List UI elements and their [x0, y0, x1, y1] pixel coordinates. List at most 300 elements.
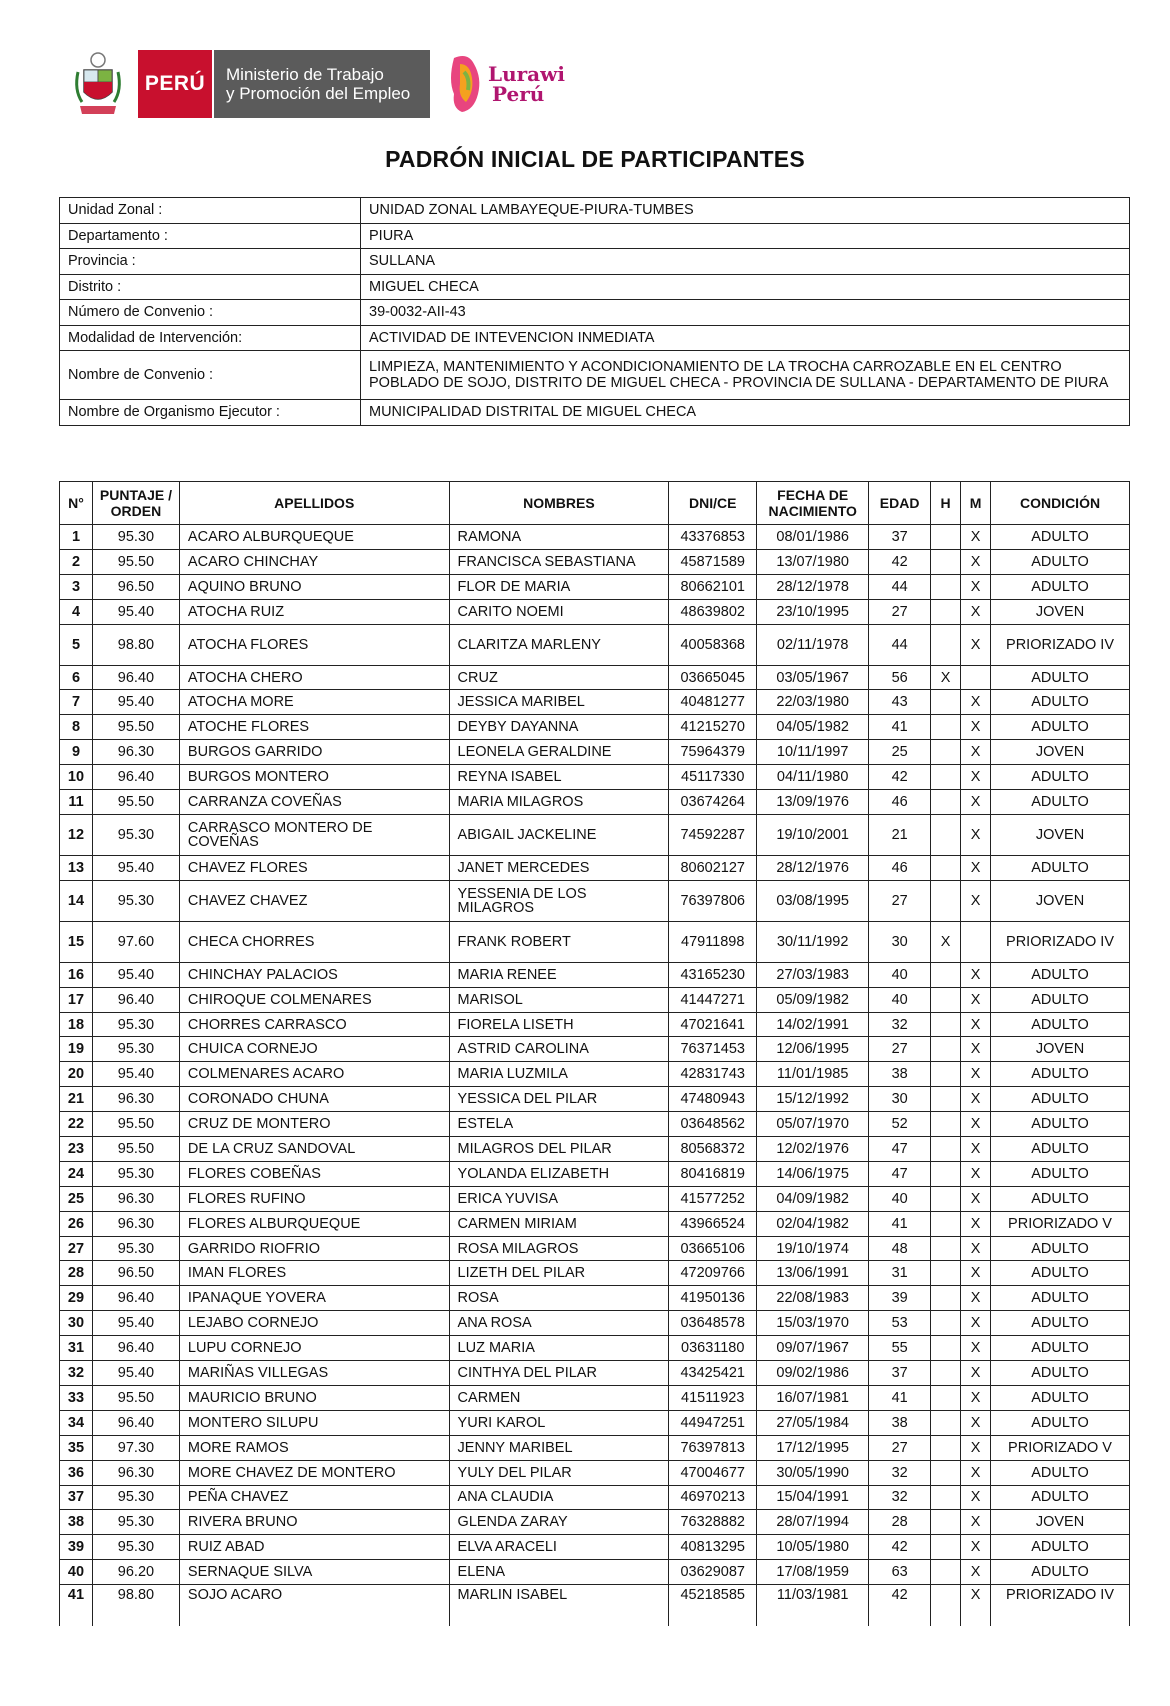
cell-female: X — [961, 1560, 991, 1585]
cell-male — [931, 814, 961, 855]
header-logos — [70, 48, 565, 120]
cell-female: X — [961, 1012, 991, 1037]
info-value: 39-0032-AII-43 — [361, 300, 1130, 326]
cell-score: 96.50 — [92, 574, 179, 599]
cell-surnames: ATOCHA CHERO — [179, 665, 449, 690]
info-value: SULLANA — [361, 249, 1130, 275]
info-value: MIGUEL CHECA — [361, 274, 1130, 300]
cell-surnames: MONTERO SILUPU — [179, 1410, 449, 1435]
cell-condition: ADULTO — [991, 715, 1130, 740]
table-row — [60, 987, 1130, 1012]
cell-condition: ADULTO — [991, 574, 1130, 599]
table-row — [60, 665, 1130, 690]
cell-score: 95.30 — [92, 814, 179, 855]
cell-male — [931, 690, 961, 715]
cell-names: YOLANDA ELIZABETH — [449, 1161, 669, 1186]
cell-condition: ADULTO — [991, 1535, 1130, 1560]
cell-age: 41 — [869, 1385, 931, 1410]
cell-male — [931, 1460, 961, 1485]
cell-dni: 47480943 — [669, 1087, 757, 1112]
cell-surnames: RIVERA BRUNO — [179, 1510, 449, 1535]
cell-surnames: FLORES COBEÑAS — [179, 1161, 449, 1186]
cell-female — [961, 665, 991, 690]
cell-birthdate: 15/03/1970 — [757, 1311, 869, 1336]
info-row — [60, 325, 1130, 351]
cell-surnames: GARRIDO RIOFRIO — [179, 1236, 449, 1261]
cell-names: FLOR DE MARIA — [449, 574, 669, 599]
table-row — [60, 715, 1130, 740]
cell-dni: 41447271 — [669, 987, 757, 1012]
cell-names: ASTRID CAROLINA — [449, 1037, 669, 1062]
cell-num: 27 — [60, 1236, 93, 1261]
cell-names: ANA ROSA — [449, 1311, 669, 1336]
cell-birthdate: 10/11/1997 — [757, 740, 869, 765]
table-row — [60, 814, 1130, 855]
table-row — [60, 1535, 1130, 1560]
cell-surnames: CARRANZA COVEÑAS — [179, 790, 449, 815]
cell-surnames: CRUZ DE MONTERO — [179, 1112, 449, 1137]
cell-birthdate: 12/06/1995 — [757, 1037, 869, 1062]
cell-birthdate: 09/02/1986 — [757, 1361, 869, 1386]
cell-age: 21 — [869, 814, 931, 855]
cell-female: X — [961, 715, 991, 740]
cell-names: JENNY MARIBEL — [449, 1435, 669, 1460]
cell-dni: 80568372 — [669, 1137, 757, 1162]
cell-score: 96.30 — [92, 740, 179, 765]
info-value: ACTIVIDAD DE INTEVENCION INMEDIATA — [361, 325, 1130, 351]
cell-female: X — [961, 1585, 991, 1627]
cell-score: 95.40 — [92, 599, 179, 624]
cell-birthdate: 10/05/1980 — [757, 1535, 869, 1560]
cell-names: FIORELA LISETH — [449, 1012, 669, 1037]
cell-age: 42 — [869, 765, 931, 790]
table-row — [60, 525, 1130, 550]
cell-dni: 40813295 — [669, 1535, 757, 1560]
cell-num: 39 — [60, 1535, 93, 1560]
cell-age: 63 — [869, 1560, 931, 1585]
cell-condition: JOVEN — [991, 880, 1130, 921]
cell-num: 14 — [60, 880, 93, 921]
cell-score: 95.50 — [92, 715, 179, 740]
cell-names: ELENA — [449, 1560, 669, 1585]
cell-score: 95.30 — [92, 1236, 179, 1261]
cell-birthdate: 19/10/2001 — [757, 814, 869, 855]
cell-num: 28 — [60, 1261, 93, 1286]
cell-num: 13 — [60, 855, 93, 880]
cell-num: 36 — [60, 1460, 93, 1485]
cell-birthdate: 04/09/1982 — [757, 1186, 869, 1211]
cell-score: 95.50 — [92, 1112, 179, 1137]
cell-dni: 75964379 — [669, 740, 757, 765]
cell-dni: 46970213 — [669, 1485, 757, 1510]
info-row — [60, 274, 1130, 300]
info-label: Departamento : — [60, 223, 361, 249]
cell-female: X — [961, 1410, 991, 1435]
info-label: Provincia : — [60, 249, 361, 275]
info-row — [60, 198, 1130, 224]
cell-male — [931, 1137, 961, 1162]
cell-male — [931, 574, 961, 599]
cell-names: REYNA ISABEL — [449, 765, 669, 790]
cell-condition: JOVEN — [991, 740, 1130, 765]
cell-male — [931, 549, 961, 574]
cell-age: 39 — [869, 1286, 931, 1311]
cell-surnames: MORE CHAVEZ DE MONTERO — [179, 1460, 449, 1485]
cell-male — [931, 1286, 961, 1311]
cell-num: 11 — [60, 790, 93, 815]
ministry-line-1: Ministerio de Trabajo — [226, 65, 384, 84]
cell-birthdate: 05/07/1970 — [757, 1112, 869, 1137]
lurawi-line-1: Lurawi — [488, 62, 565, 86]
cell-num: 9 — [60, 740, 93, 765]
cell-female: X — [961, 1161, 991, 1186]
cell-male — [931, 624, 961, 665]
table-row — [60, 1585, 1130, 1627]
cell-score: 97.30 — [92, 1435, 179, 1460]
cell-dni: 43376853 — [669, 525, 757, 550]
cell-num: 37 — [60, 1485, 93, 1510]
cell-score: 95.30 — [92, 1037, 179, 1062]
cell-condition: PRIORIZADO IV — [991, 921, 1130, 962]
table-row — [60, 1012, 1130, 1037]
column-header-female: M — [961, 482, 991, 525]
cell-male — [931, 1186, 961, 1211]
cell-age: 38 — [869, 1062, 931, 1087]
cell-female: X — [961, 1311, 991, 1336]
cell-dni: 45117330 — [669, 765, 757, 790]
cell-names: DEYBY DAYANNA — [449, 715, 669, 740]
cell-female: X — [961, 1236, 991, 1261]
cell-surnames: ATOCHE FLORES — [179, 715, 449, 740]
agreement-info-table — [59, 197, 1130, 426]
cell-names: CARMEN MIRIAM — [449, 1211, 669, 1236]
cell-female: X — [961, 1261, 991, 1286]
table-row — [60, 921, 1130, 962]
cell-female: X — [961, 1336, 991, 1361]
cell-female: X — [961, 1087, 991, 1112]
table-row — [60, 1087, 1130, 1112]
table-row — [60, 1336, 1130, 1361]
cell-birthdate: 22/03/1980 — [757, 690, 869, 715]
cell-birthdate: 11/01/1985 — [757, 1062, 869, 1087]
cell-age: 46 — [869, 855, 931, 880]
cell-names: FRANCISCA SEBASTIANA — [449, 549, 669, 574]
cell-condition: ADULTO — [991, 1087, 1130, 1112]
cell-male — [931, 1236, 961, 1261]
cell-condition: PRIORIZADO IV — [991, 1585, 1130, 1627]
cell-female: X — [961, 790, 991, 815]
cell-male — [931, 525, 961, 550]
info-row — [60, 400, 1130, 426]
cell-age: 32 — [869, 1012, 931, 1037]
cell-condition: ADULTO — [991, 1560, 1130, 1585]
lurawi-line-2: Perú — [492, 82, 545, 106]
cell-num: 22 — [60, 1112, 93, 1137]
cell-dni: 43966524 — [669, 1211, 757, 1236]
lurawi-text — [488, 64, 565, 104]
cell-surnames: IMAN FLORES — [179, 1261, 449, 1286]
cell-age: 47 — [869, 1161, 931, 1186]
cell-age: 27 — [869, 880, 931, 921]
cell-male — [931, 855, 961, 880]
cell-score: 95.30 — [92, 525, 179, 550]
cell-names: ESTELA — [449, 1112, 669, 1137]
cell-female: X — [961, 525, 991, 550]
cell-age: 27 — [869, 1435, 931, 1460]
lurawi-logo — [444, 50, 565, 118]
cell-num: 25 — [60, 1186, 93, 1211]
cell-birthdate: 03/05/1967 — [757, 665, 869, 690]
peru-label: PERÚ — [144, 72, 206, 95]
table-row — [60, 1361, 1130, 1386]
cell-score: 95.30 — [92, 1012, 179, 1037]
table-row — [60, 1112, 1130, 1137]
cell-score: 95.30 — [92, 880, 179, 921]
cell-age: 46 — [869, 790, 931, 815]
info-label: Nombre de Convenio : — [60, 351, 361, 400]
column-header-num: N° — [60, 482, 93, 525]
table-row — [60, 1261, 1130, 1286]
cell-male: X — [931, 665, 961, 690]
cell-age: 47 — [869, 1137, 931, 1162]
cell-condition: JOVEN — [991, 599, 1130, 624]
table-row — [60, 1385, 1130, 1410]
cell-dni: 76371453 — [669, 1037, 757, 1062]
info-label: Número de Convenio : — [60, 300, 361, 326]
cell-num: 2 — [60, 549, 93, 574]
cell-male — [931, 1336, 961, 1361]
cell-names: GLENDA ZARAY — [449, 1510, 669, 1535]
cell-male — [931, 1112, 961, 1137]
cell-birthdate: 04/11/1980 — [757, 765, 869, 790]
table-row — [60, 1211, 1130, 1236]
cell-female: X — [961, 1186, 991, 1211]
table-row — [60, 962, 1130, 987]
cell-male — [931, 1311, 961, 1336]
cell-age: 41 — [869, 1211, 931, 1236]
table-row — [60, 1062, 1130, 1087]
cell-score: 96.30 — [92, 1211, 179, 1236]
cell-score: 96.40 — [92, 987, 179, 1012]
cell-num: 10 — [60, 765, 93, 790]
cell-score: 95.30 — [92, 1161, 179, 1186]
info-value: PIURA — [361, 223, 1130, 249]
cell-num: 31 — [60, 1336, 93, 1361]
cell-names: MARIA MILAGROS — [449, 790, 669, 815]
cell-age: 41 — [869, 715, 931, 740]
column-header-condition: CONDICIÓN — [991, 482, 1130, 525]
cell-age: 25 — [869, 740, 931, 765]
cell-age: 42 — [869, 1585, 931, 1627]
lurawi-map-icon — [444, 50, 486, 118]
cell-score: 96.40 — [92, 665, 179, 690]
cell-birthdate: 08/01/1986 — [757, 525, 869, 550]
cell-names: ANA CLAUDIA — [449, 1485, 669, 1510]
cell-surnames: MAURICIO BRUNO — [179, 1385, 449, 1410]
cell-condition: ADULTO — [991, 1311, 1130, 1336]
cell-names: CARMEN — [449, 1385, 669, 1410]
cell-condition: ADULTO — [991, 549, 1130, 574]
cell-surnames: IPANAQUE YOVERA — [179, 1286, 449, 1311]
cell-score: 95.30 — [92, 1535, 179, 1560]
cell-age: 40 — [869, 962, 931, 987]
cell-dni: 80662101 — [669, 574, 757, 599]
cell-condition: ADULTO — [991, 987, 1130, 1012]
column-header-birthdate: FECHA DE NACIMIENTO — [757, 482, 869, 525]
cell-female: X — [961, 1037, 991, 1062]
cell-names: LEONELA GERALDINE — [449, 740, 669, 765]
column-header-score: PUNTAJE / ORDEN — [92, 482, 179, 525]
cell-surnames: CHAVEZ CHAVEZ — [179, 880, 449, 921]
table-row — [60, 690, 1130, 715]
cell-male — [931, 1435, 961, 1460]
info-label: Modalidad de Intervención: — [60, 325, 361, 351]
cell-score: 95.50 — [92, 790, 179, 815]
cell-female: X — [961, 1112, 991, 1137]
cell-num: 1 — [60, 525, 93, 550]
cell-female — [961, 921, 991, 962]
cell-male — [931, 1585, 961, 1627]
cell-score: 95.30 — [92, 1510, 179, 1535]
cell-names: JESSICA MARIBEL — [449, 690, 669, 715]
cell-male — [931, 1012, 961, 1037]
cell-birthdate: 02/04/1982 — [757, 1211, 869, 1236]
cell-score: 95.50 — [92, 549, 179, 574]
cell-birthdate: 28/12/1976 — [757, 855, 869, 880]
cell-male — [931, 790, 961, 815]
cell-score: 97.60 — [92, 921, 179, 962]
info-row — [60, 351, 1130, 400]
cell-score: 96.50 — [92, 1261, 179, 1286]
cell-age: 37 — [869, 525, 931, 550]
cell-surnames: ATOCHA FLORES — [179, 624, 449, 665]
cell-condition: ADULTO — [991, 665, 1130, 690]
cell-female: X — [961, 765, 991, 790]
column-header-names: NOMBRES — [449, 482, 669, 525]
cell-age: 40 — [869, 1186, 931, 1211]
cell-female: X — [961, 1211, 991, 1236]
table-row — [60, 1460, 1130, 1485]
cell-female: X — [961, 880, 991, 921]
table-row — [60, 855, 1130, 880]
column-header-surnames: APELLIDOS — [179, 482, 449, 525]
cell-age: 48 — [869, 1236, 931, 1261]
cell-age: 52 — [869, 1112, 931, 1137]
cell-condition: ADULTO — [991, 690, 1130, 715]
cell-birthdate: 30/11/1992 — [757, 921, 869, 962]
cell-num: 40 — [60, 1560, 93, 1585]
cell-birthdate: 13/07/1980 — [757, 549, 869, 574]
cell-names: ABIGAIL JACKELINE — [449, 814, 669, 855]
table-row — [60, 1286, 1130, 1311]
cell-condition: ADULTO — [991, 1261, 1130, 1286]
cell-names: CINTHYA DEL PILAR — [449, 1361, 669, 1386]
cell-age: 32 — [869, 1485, 931, 1510]
cell-female: X — [961, 1361, 991, 1386]
cell-age: 43 — [869, 690, 931, 715]
cell-dni: 44947251 — [669, 1410, 757, 1435]
cell-male — [931, 1211, 961, 1236]
table-row — [60, 1311, 1130, 1336]
cell-male — [931, 1510, 961, 1535]
cell-age: 42 — [869, 549, 931, 574]
cell-female: X — [961, 855, 991, 880]
cell-num: 41 — [60, 1585, 93, 1627]
cell-dni: 41511923 — [669, 1385, 757, 1410]
cell-dni: 03631180 — [669, 1336, 757, 1361]
cell-names: MILAGROS DEL PILAR — [449, 1137, 669, 1162]
cell-male — [931, 880, 961, 921]
cell-birthdate: 27/03/1983 — [757, 962, 869, 987]
cell-names: LUZ MARIA — [449, 1336, 669, 1361]
cell-female: X — [961, 624, 991, 665]
cell-birthdate: 13/06/1991 — [757, 1261, 869, 1286]
cell-dni: 43165230 — [669, 962, 757, 987]
cell-birthdate: 17/08/1959 — [757, 1560, 869, 1585]
cell-names: MARISOL — [449, 987, 669, 1012]
column-header-male: H — [931, 482, 961, 525]
cell-female: X — [961, 1460, 991, 1485]
cell-names: MARIA LUZMILA — [449, 1062, 669, 1087]
cell-condition: ADULTO — [991, 855, 1130, 880]
cell-names: YULY DEL PILAR — [449, 1460, 669, 1485]
cell-female: X — [961, 1510, 991, 1535]
table-row — [60, 1510, 1130, 1535]
cell-dni: 76328882 — [669, 1510, 757, 1535]
cell-num: 5 — [60, 624, 93, 665]
cell-birthdate: 05/09/1982 — [757, 987, 869, 1012]
cell-surnames: RUIZ ABAD — [179, 1535, 449, 1560]
cell-surnames: ATOCHA RUIZ — [179, 599, 449, 624]
cell-surnames: ACARO CHINCHAY — [179, 549, 449, 574]
cell-condition: ADULTO — [991, 1460, 1130, 1485]
cell-num: 15 — [60, 921, 93, 962]
cell-num: 35 — [60, 1435, 93, 1460]
cell-surnames: LUPU CORNEJO — [179, 1336, 449, 1361]
cell-birthdate: 19/10/1974 — [757, 1236, 869, 1261]
cell-surnames: AQUINO BRUNO — [179, 574, 449, 599]
cell-female: X — [961, 1535, 991, 1560]
cell-male — [931, 1261, 961, 1286]
cell-score: 96.40 — [92, 1336, 179, 1361]
cell-surnames: BURGOS MONTERO — [179, 765, 449, 790]
cell-birthdate: 15/12/1992 — [757, 1087, 869, 1112]
cell-male — [931, 1037, 961, 1062]
cell-condition: JOVEN — [991, 1510, 1130, 1535]
cell-num: 21 — [60, 1087, 93, 1112]
cell-male — [931, 1385, 961, 1410]
cell-male — [931, 765, 961, 790]
cell-birthdate: 15/04/1991 — [757, 1485, 869, 1510]
cell-birthdate: 28/07/1994 — [757, 1510, 869, 1535]
cell-male — [931, 1535, 961, 1560]
cell-num: 4 — [60, 599, 93, 624]
cell-dni: 45218585 — [669, 1585, 757, 1627]
cell-score: 95.40 — [92, 690, 179, 715]
table-row — [60, 1037, 1130, 1062]
cell-birthdate: 30/05/1990 — [757, 1460, 869, 1485]
info-label: Unidad Zonal : — [60, 198, 361, 224]
cell-names: RAMONA — [449, 525, 669, 550]
cell-score: 96.30 — [92, 1186, 179, 1211]
cell-score: 95.40 — [92, 1361, 179, 1386]
cell-num: 38 — [60, 1510, 93, 1535]
cell-age: 44 — [869, 624, 931, 665]
table-row — [60, 1186, 1130, 1211]
cell-names: ROSA — [449, 1286, 669, 1311]
cell-num: 24 — [60, 1161, 93, 1186]
cell-num: 19 — [60, 1037, 93, 1062]
